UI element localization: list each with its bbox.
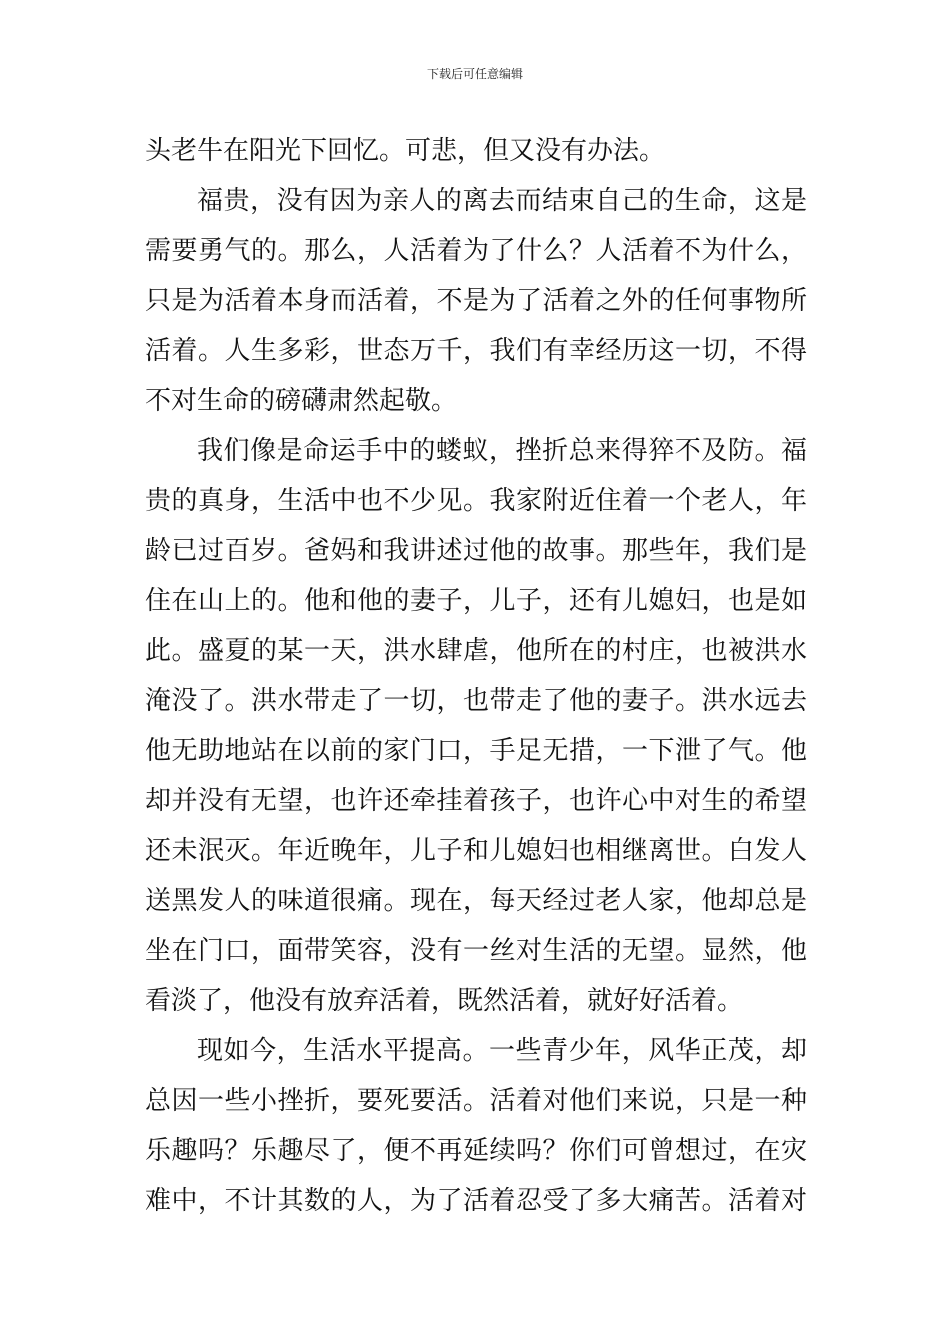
text-line: 活着。人生多彩，世态万千，我们有幸经历这一切，不得 xyxy=(145,336,807,366)
text-line: 需要勇气的。那么，人活着为了什么？人活着不为什么， xyxy=(145,236,807,266)
text-line: 贵的真身，生活中也不少见。我家附近住着一个老人，年 xyxy=(145,486,807,516)
text-line: 送黑发人的味道很痛。现在，每天经过老人家，他却总是 xyxy=(145,886,807,916)
text-line: 坐在门口，面带笑容，没有一丝对生活的无望。显然，他 xyxy=(145,936,807,966)
text-line: 我们像是命运手中的蝼蚁，挫折总来得猝不及防。福 xyxy=(197,436,807,466)
text-line: 难中，不计其数的人，为了活着忍受了多大痛苦。活着对 xyxy=(145,1186,807,1216)
text-line: 头老牛在阳光下回忆。可悲，但又没有办法。 xyxy=(145,136,666,166)
page-header: 下载后可任意编辑 xyxy=(426,67,523,81)
text-line: 还未泯灭。年近晚年，儿子和儿媳妇也相继离世。白发人 xyxy=(145,836,807,866)
text-line: 淹没了。洪水带走了一切，也带走了他的妻子。洪水远去 xyxy=(145,686,807,716)
text-line: 看淡了，他没有放弃活着，既然活着，就好好活着。 xyxy=(145,986,744,1016)
text-line: 他无助地站在以前的家门口，手足无措，一下泄了气。他 xyxy=(145,736,807,766)
text-line: 总因一些小挫折，要死要活。活着对他们来说，只是一种 xyxy=(145,1086,807,1116)
text-line: 福贵，没有因为亲人的离去而结束自己的生命，这是 xyxy=(197,186,807,216)
text-line: 只是为活着本身而活着，不是为了活着之外的任何事物所 xyxy=(145,286,807,316)
text-line: 现如今，生活水平提高。一些青少年，风华正茂，却 xyxy=(197,1036,807,1066)
text-line: 住在山上的。他和他的妻子，儿子，还有儿媳妇，也是如 xyxy=(145,586,807,616)
text-line: 此。盛夏的某一天，洪水肆虐，他所在的村庄，也被洪水 xyxy=(145,636,807,666)
text-line: 不对生命的磅礴肃然起敬。 xyxy=(145,386,458,416)
text-line: 乐趣吗？乐趣尽了，便不再延续吗？你们可曾想过，在灾 xyxy=(145,1136,807,1166)
text-line: 龄已过百岁。爸妈和我讲述过他的故事。那些年，我们是 xyxy=(145,536,807,566)
text-line: 却并没有无望，也许还牵挂着孩子，也许心中对生的希望 xyxy=(145,786,807,816)
